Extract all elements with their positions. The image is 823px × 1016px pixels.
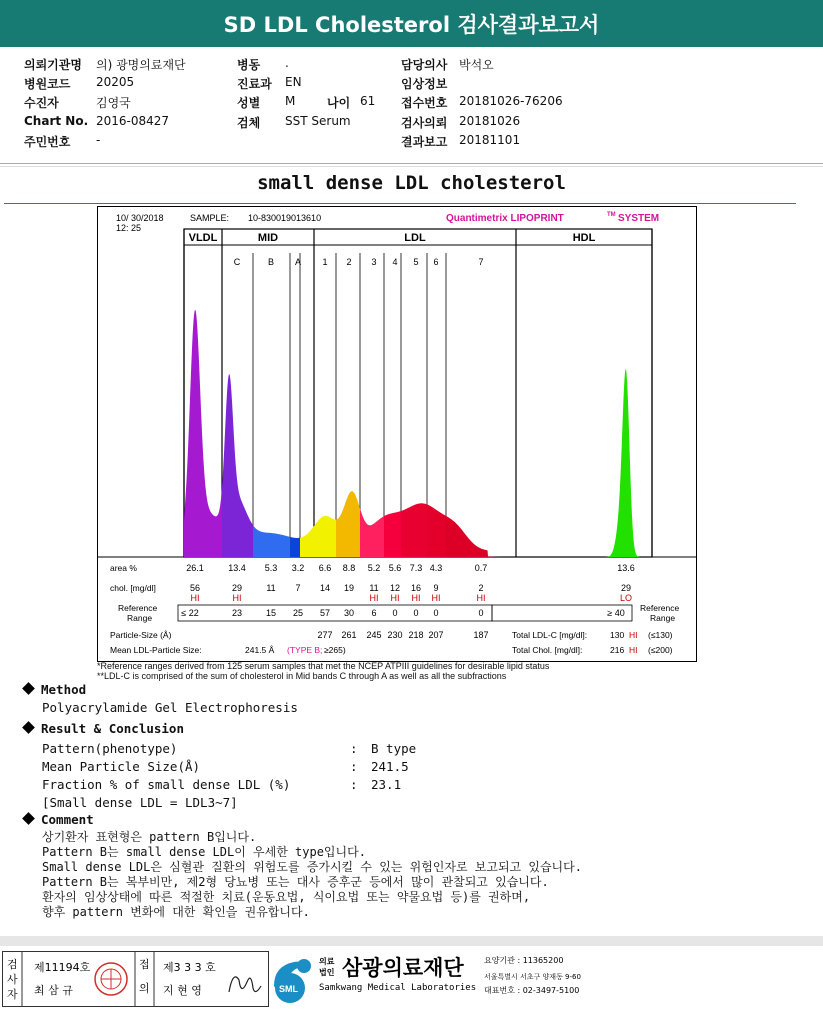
peak-segment	[598, 369, 652, 557]
result-note: [Small dense LDL = LDL3~7]	[42, 795, 238, 810]
total-ldl-value: 130	[610, 630, 625, 640]
chol-flag: HI	[476, 593, 486, 603]
dept-value: EN	[285, 75, 302, 89]
ref-value: 25	[292, 608, 304, 618]
specimen-value: SST Serum	[285, 114, 351, 128]
lab-address: 서울특별시 서초구 양재동 9-60	[484, 973, 581, 981]
chol-flag: LO	[619, 593, 633, 603]
sml-logo-icon	[274, 959, 311, 1003]
chol-value: 11	[266, 583, 276, 593]
chol-value: 11	[369, 583, 379, 593]
comment-section	[22, 812, 94, 827]
diamond-bullet-icon	[22, 721, 35, 734]
band-label: 1	[322, 257, 328, 267]
ref-value: 23	[231, 608, 243, 618]
chart-table	[110, 563, 679, 655]
total-ldl-label: Total LDL-C [mg/dl]:	[512, 630, 588, 640]
divider	[0, 163, 823, 164]
chart-time: 12: 25	[116, 223, 142, 233]
area-value: 8.8	[342, 563, 356, 573]
band-label: 6	[433, 257, 439, 267]
ref-value: 0	[478, 608, 484, 618]
section-underline	[4, 203, 796, 204]
group-label: MID	[257, 232, 279, 244]
total-chol-value: 216	[610, 645, 625, 655]
sig-col2-name: 지 현 영	[163, 984, 202, 997]
peak-segment	[222, 374, 253, 557]
sig-col1-number: 제11194호	[34, 961, 91, 974]
age-value: 61	[360, 94, 376, 108]
mean-size-label: Mean LDL-Particle Size:	[110, 645, 202, 655]
area-value: 26.1	[186, 563, 204, 573]
lab-name: 삼광의료재단	[342, 956, 464, 980]
area-value: 5.2	[367, 563, 381, 573]
ref-row-label: Reference	[118, 603, 158, 613]
result-key: Pattern(phenotype)	[42, 741, 178, 756]
ref-box	[178, 605, 492, 621]
chol-value: 14	[319, 583, 331, 593]
band-label: C	[233, 257, 241, 267]
result-section	[22, 721, 184, 736]
sig-col2-char: 접	[139, 958, 150, 971]
footnote-1: *Reference ranges derived from 125 serum samples that met the NCEP ATPIII guidelines for desirable lipid status	[97, 661, 550, 671]
area-value: 6.6	[318, 563, 332, 573]
area-value: 4.3	[429, 563, 443, 573]
resident-no-value: -	[96, 133, 101, 147]
ref-value: 30	[343, 608, 355, 618]
request-label: 검사의뢰	[401, 116, 448, 130]
recipient-label: 수진자	[24, 96, 59, 110]
lab-code: 요양기관 : 11365200	[484, 956, 564, 965]
area-value: 7.3	[409, 563, 423, 573]
sex-label: 성별	[237, 96, 261, 110]
ref-value: 0	[413, 608, 419, 618]
particle-size-value: 245	[366, 630, 382, 640]
ref-value: ≥ 40	[607, 608, 625, 618]
dept-label: 진료과	[237, 77, 272, 91]
chart-no-value: 2016-08427	[96, 114, 170, 128]
brand-name: Quantimetrix LIPOPRINT	[446, 213, 564, 224]
institution-value: 의) 광명의료재단	[96, 58, 186, 72]
hospital-code-label: 병원코드	[24, 77, 71, 91]
ref-row-label: Range	[127, 613, 153, 623]
result-colon: :	[350, 741, 358, 756]
particle-size-value: 187	[473, 630, 489, 640]
area-value: 13.6	[617, 563, 635, 573]
comment-line: 상기환자 표현형은 pattern B입니다.	[42, 830, 257, 844]
band-label: 5	[413, 257, 419, 267]
chol-value: 29	[620, 583, 632, 593]
lab-prefix2: 법인	[319, 968, 335, 977]
total-ldl-flag: HI	[629, 630, 638, 640]
mean-ref: ≥265)	[324, 645, 346, 655]
doctor-label: 담당의사	[401, 58, 448, 72]
chol-row-label: chol. [mg/dl]	[110, 583, 156, 593]
lab-footer	[270, 948, 820, 1010]
area-value: 0.7	[474, 563, 488, 573]
sample-id: 10-830019013610	[248, 213, 322, 223]
ref-value: 6	[371, 608, 377, 618]
report-header	[0, 0, 823, 47]
chol-value: 56	[189, 583, 201, 593]
chol-flag: HI	[369, 593, 379, 603]
footer-divider	[0, 936, 823, 946]
recipient-value: 김영국	[96, 96, 131, 110]
hospital-code-value: 20205	[96, 75, 135, 89]
lipoprint-svg	[98, 207, 696, 661]
particle-size-label: Particle-Size (Å)	[110, 630, 172, 640]
chart-date: 10/ 30/2018	[116, 213, 164, 223]
chol-flag: HI	[431, 593, 441, 603]
diamond-bullet-icon	[22, 812, 35, 825]
band-label: A	[294, 257, 302, 267]
ref-value: 0	[433, 608, 439, 618]
peak-segment	[427, 504, 446, 557]
peak-segment	[184, 310, 222, 557]
chol-value: 7	[295, 583, 301, 593]
logo-text: SML	[279, 984, 298, 994]
age-label: 나이	[327, 96, 351, 110]
particle-size-value: 277	[317, 630, 333, 640]
specimen-label: 검체	[237, 116, 261, 130]
chart-no-label: Chart No.	[24, 114, 89, 128]
result-value: 241.5	[371, 759, 409, 774]
result-colon: :	[350, 777, 358, 792]
chol-flag: HI	[232, 593, 242, 603]
peak-segment	[253, 525, 290, 557]
brand-tm: TM	[607, 212, 616, 218]
request-value: 20181026	[459, 114, 521, 128]
result-colon: :	[350, 759, 358, 774]
sig-col1-char: 사	[7, 973, 18, 986]
report-value: 20181101	[459, 133, 521, 147]
total-chol-flag: HI	[629, 645, 638, 655]
divider	[0, 166, 823, 167]
signature-table	[2, 951, 269, 1007]
particle-size-value: 261	[341, 630, 357, 640]
peak-segment	[446, 516, 516, 557]
group-label: LDL	[404, 232, 426, 244]
result-value: B type	[371, 741, 417, 756]
result-heading: Result & Conclusion	[41, 721, 184, 736]
sig-col2-char: 의	[139, 982, 150, 995]
chol-value: 2	[478, 583, 484, 593]
peak-segment	[336, 491, 360, 557]
receipt-value: 20181026-76206	[459, 94, 563, 108]
ward-value: .	[285, 56, 289, 70]
clinical-label: 임상정보	[401, 77, 448, 91]
lab-svg	[270, 948, 820, 1010]
section-title: small dense LDL cholesterol	[257, 172, 566, 194]
comment-line: Pattern B는 small dense LDL이 우세한 type입니다.	[42, 845, 366, 859]
area-value: 5.3	[264, 563, 278, 573]
ref-value: 57	[319, 608, 331, 618]
institution-label: 의뢰기관명	[24, 58, 82, 72]
result-key: Fraction % of small dense LDL (%)	[42, 777, 291, 792]
peak-segment	[401, 503, 427, 557]
chol-value: 16	[410, 583, 422, 593]
peak-segment	[290, 537, 300, 557]
result-value: 23.1	[371, 777, 402, 792]
chol-value: 19	[343, 583, 355, 593]
method-text: Polyacrylamide Gel Electrophoresis	[42, 700, 298, 715]
report-title: SD LDL Cholesterol 검사결과보고서	[223, 13, 600, 37]
comment-heading: Comment	[41, 812, 94, 827]
ref-value: 0	[392, 608, 398, 618]
comment-line: 환자의 임상상태에 따른 적절한 치료(운동요법, 식이요법 또는 약물요법 등)를 권하며,	[42, 890, 531, 904]
band-label: 3	[371, 257, 377, 267]
resident-no-label: 주민번호	[24, 135, 71, 149]
band-label: 2	[346, 257, 352, 267]
report-label: 결과보고	[401, 135, 448, 149]
signature-svg	[3, 952, 268, 1006]
particle-size-value: 230	[387, 630, 403, 640]
chol-value: 9	[433, 583, 439, 593]
total-chol-ref: (≤200)	[648, 645, 673, 655]
area-row-label: area %	[110, 563, 137, 573]
particle-size-value: 207	[428, 630, 444, 640]
band-label: B	[267, 257, 275, 267]
chol-value: 12	[389, 583, 401, 593]
comment-line: Small dense LDL은 심혈관 질환의 위험도를 증가시킬 수 있는 위험인자로 보고되고 있습니다.	[42, 860, 582, 874]
sig-col1-char: 검	[7, 958, 18, 971]
group-label: VLDL	[188, 232, 218, 244]
patient-info	[0, 50, 823, 162]
ref-row-label: Range	[650, 613, 676, 623]
peak-segment	[360, 508, 384, 557]
method-section	[22, 682, 86, 697]
sig-col1-char: 자	[7, 988, 18, 1001]
mean-size-value: 241.5 Å	[245, 645, 275, 655]
comment-line: 향후 pattern 변화에 대한 확인을 권유합니다.	[42, 905, 310, 919]
ref-value: ≤ 22	[181, 608, 199, 618]
peak-segment	[384, 511, 401, 557]
comment-line: Pattern B는 복부비만, 제2형 당뇨병 또는 대사 증후군 등에서 많이 관찰되고 있습니다.	[42, 875, 549, 889]
sex-value: M	[285, 94, 296, 108]
particle-size-value: 218	[408, 630, 424, 640]
band-label: 7	[478, 257, 484, 267]
seal-stamp	[95, 963, 127, 995]
area-value: 13.4	[228, 563, 246, 573]
chol-flag: HI	[411, 593, 421, 603]
sig-col1-name: 최 삼 규	[34, 984, 73, 997]
sig-col2-number: 제3 3 3 호	[163, 961, 216, 974]
ward-label: 병동	[237, 58, 261, 72]
footnote-2: **LDL-C is comprised of the sum of cholesterol in Mid bands C through A as well as all the subfractions	[97, 671, 507, 681]
brand-suffix: SYSTEM	[618, 213, 660, 224]
chol-value: 29	[231, 583, 243, 593]
area-value: 3.2	[291, 563, 305, 573]
lipoprint-chart	[97, 206, 697, 662]
chol-flag: HI	[190, 593, 200, 603]
total-ldl-ref: (≤130)	[648, 630, 673, 640]
diamond-bullet-icon	[22, 682, 35, 695]
lab-prefix1: 의료	[319, 957, 335, 966]
peak-segment	[300, 516, 336, 557]
mean-type: (TYPE B;	[287, 645, 323, 655]
sample-label: SAMPLE:	[190, 213, 230, 223]
doctor-value: 박석오	[459, 58, 494, 72]
handwritten-signature	[229, 977, 261, 992]
chart-peaks	[184, 310, 652, 557]
group-label: HDL	[572, 232, 596, 244]
receipt-label: 접수번호	[401, 96, 448, 110]
lab-phone: 대표번호 : 02-3497-5100	[484, 986, 580, 995]
band-label: 4	[392, 257, 398, 267]
ref-row-label: Reference	[640, 603, 680, 613]
chol-flag: HI	[390, 593, 400, 603]
ref-value: 15	[265, 608, 277, 618]
result-key: Mean Particle Size(Å)	[42, 759, 201, 774]
area-value: 5.6	[388, 563, 402, 573]
total-chol-label: Total Chol. [mg/dl]:	[512, 645, 583, 655]
lab-english-name: Samkwang Medical Laboratories	[319, 983, 477, 993]
method-heading: Method	[41, 682, 87, 697]
